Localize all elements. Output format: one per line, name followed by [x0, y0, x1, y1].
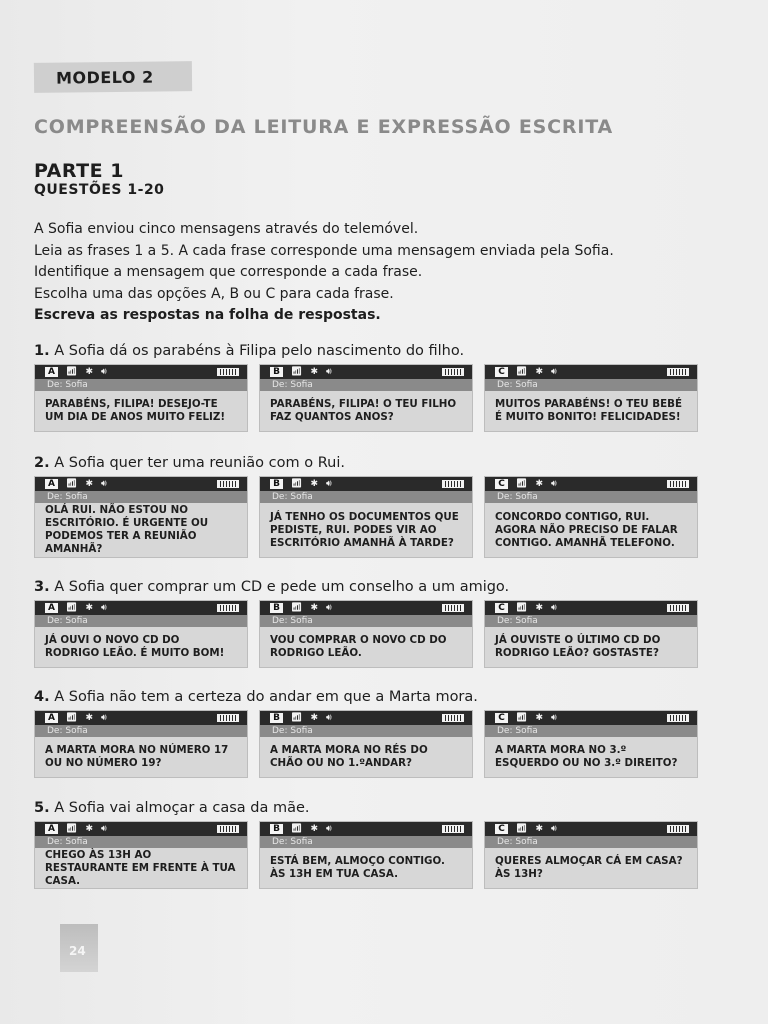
sender-label: De: Sofia	[485, 379, 697, 391]
option-letter: A	[45, 713, 58, 723]
battery-icon	[667, 714, 689, 722]
signal-icon: 📶︎	[66, 713, 78, 723]
option-letter: A	[45, 367, 58, 377]
sender-label: De: Sofia	[260, 836, 472, 848]
speaker-icon: 🔊︎	[550, 713, 557, 723]
instruction-line-bold: Escreva as respostas na folha de respostas.	[34, 307, 381, 323]
part-title: PARTE 1	[34, 160, 124, 182]
bluetooth-icon: ✱	[310, 713, 318, 723]
speaker-icon: 🔊︎	[550, 824, 557, 834]
instruction-line: Escolha uma das opções A, B ou C para cada frase.	[34, 285, 394, 302]
sender-label: De: Sofia	[35, 836, 247, 848]
message-text: CHEGO ÀS 13H AO RESTAURANTE EM FRENTE À TUA CASA.	[45, 848, 236, 887]
sender-label: De: Sofia	[260, 379, 472, 391]
signal-icon: 📶︎	[66, 367, 78, 377]
message-options	[34, 710, 714, 778]
sender-label: De: Sofia	[485, 491, 697, 503]
bluetooth-icon: ✱	[535, 713, 543, 723]
sender-label: De: Sofia	[485, 615, 697, 627]
signal-icon: 📶︎	[516, 824, 528, 834]
phone-status-bar	[260, 601, 472, 615]
sender-label: De: Sofia	[260, 491, 472, 503]
phone-message-option-c	[484, 364, 698, 432]
bluetooth-icon: ✱	[535, 479, 543, 489]
option-letter: A	[45, 479, 58, 489]
phone-message-option-a	[34, 710, 248, 778]
battery-icon	[442, 480, 464, 488]
question-3	[34, 576, 714, 668]
message-options	[34, 600, 714, 668]
sender-label: De: Sofia	[485, 725, 697, 737]
bluetooth-icon: ✱	[535, 824, 543, 834]
signal-icon: 📶︎	[66, 603, 78, 613]
option-letter: C	[495, 824, 508, 834]
phone-status-bar	[260, 822, 472, 836]
question-number: 2.	[34, 455, 50, 471]
question-text	[34, 686, 714, 710]
phone-message-option-c	[484, 600, 698, 668]
question-statement: A Sofia quer comprar um CD e pede um conselho a um amigo.	[54, 579, 510, 595]
speaker-icon: 🔊︎	[100, 603, 107, 613]
phone-status-bar	[35, 601, 247, 615]
signal-icon: 📶︎	[66, 479, 78, 489]
instruction-line: Leia as frases 1 a 5. A cada frase corresponde uma mensagem enviada pela Sofia.	[34, 242, 614, 259]
phone-message-option-b	[259, 476, 473, 558]
question-4	[34, 686, 714, 778]
speaker-icon: 🔊︎	[100, 367, 107, 377]
phone-status-bar	[35, 822, 247, 836]
bluetooth-icon: ✱	[85, 603, 93, 613]
question-statement: A Sofia quer ter uma reunião com o Rui.	[54, 455, 345, 471]
phone-message-option-b	[259, 600, 473, 668]
battery-icon	[442, 714, 464, 722]
phone-message-option-b	[259, 821, 473, 889]
section-title: COMPREENSÃO DA LEITURA E EXPRESSÃO ESCRITA	[34, 116, 613, 138]
option-letter: C	[495, 603, 508, 613]
question-number: 5.	[34, 800, 50, 816]
message-text: PARABÉNS, FILIPA! O TEU FILHO FAZ QUANTOS ANOS?	[270, 398, 457, 423]
question-text	[34, 797, 714, 821]
option-letter: B	[270, 713, 283, 723]
bluetooth-icon: ✱	[535, 367, 543, 377]
question-number: 3.	[34, 579, 50, 595]
option-letter: C	[495, 713, 508, 723]
bluetooth-icon: ✱	[310, 479, 318, 489]
sender-label: De: Sofia	[35, 491, 247, 503]
message-options	[34, 821, 714, 889]
phone-status-bar	[35, 477, 247, 491]
message-text: OLÁ RUI. NÃO ESTOU NO ESCRITÓRIO. É URGENTE OU PODEMOS TER A REUNIÃO AMANHÃ?	[45, 504, 209, 555]
battery-icon	[217, 604, 239, 612]
message-text: A MARTA MORA NO RÉS DO CHÃO OU NO 1.ºANDAR?	[270, 744, 428, 769]
phone-message-option-c	[484, 476, 698, 558]
phone-message-option-a	[34, 600, 248, 668]
battery-icon	[442, 825, 464, 833]
message-text: JÁ OUVISTE O ÚLTIMO CD DO RODRIGO LEÃO? GOSTASTE?	[495, 634, 661, 659]
battery-icon	[217, 368, 239, 376]
speaker-icon: 🔊︎	[325, 713, 332, 723]
message-text: JÁ OUVI O NOVO CD DO RODRIGO LEÃO. É MUITO BOM!	[45, 634, 225, 659]
question-5	[34, 797, 714, 889]
battery-icon	[667, 825, 689, 833]
phone-status-bar	[485, 601, 697, 615]
speaker-icon: 🔊︎	[100, 824, 107, 834]
message-options	[34, 364, 714, 432]
question-number: 1.	[34, 343, 50, 359]
signal-icon: 📶︎	[516, 479, 528, 489]
signal-icon: 📶︎	[291, 479, 303, 489]
message-text: QUERES ALMOÇAR CÁ EM CASA? ÀS 13H?	[495, 855, 683, 880]
phone-status-bar	[35, 365, 247, 379]
sender-label: De: Sofia	[35, 615, 247, 627]
page-number: 24	[60, 924, 98, 972]
signal-icon: 📶︎	[516, 713, 528, 723]
speaker-icon: 🔊︎	[325, 367, 332, 377]
speaker-icon: 🔊︎	[550, 479, 557, 489]
question-text	[34, 452, 714, 476]
option-letter: C	[495, 367, 508, 377]
phone-status-bar	[260, 711, 472, 725]
battery-icon	[667, 604, 689, 612]
phone-message-option-a	[34, 821, 248, 889]
option-letter: B	[270, 824, 283, 834]
message-text: A MARTA MORA NO 3.º ESQUERDO OU NO 3.º DIREITO?	[495, 744, 678, 769]
signal-icon: 📶︎	[66, 824, 78, 834]
bluetooth-icon: ✱	[85, 824, 93, 834]
question-statement: A Sofia não tem a certeza do andar em que a Marta mora.	[54, 689, 478, 705]
phone-message-option-c	[484, 821, 698, 889]
phone-status-bar	[485, 365, 697, 379]
question-statement: A Sofia dá os parabéns à Filipa pelo nascimento do filho.	[54, 343, 465, 359]
battery-icon	[217, 480, 239, 488]
sender-label: De: Sofia	[260, 615, 472, 627]
question-2	[34, 452, 714, 558]
message-text: JÁ TENHO OS DOCUMENTOS QUE PEDISTE, RUI. PODES VIR AO ESCRITÓRIO AMANHÃ À TARDE?	[270, 510, 459, 549]
phone-status-bar	[485, 711, 697, 725]
bluetooth-icon: ✱	[535, 603, 543, 613]
speaker-icon: 🔊︎	[100, 713, 107, 723]
instruction-line: A Sofia enviou cinco mensagens através do telemóvel.	[34, 221, 419, 237]
phone-status-bar	[485, 477, 697, 491]
bluetooth-icon: ✱	[310, 603, 318, 613]
speaker-icon: 🔊︎	[550, 603, 557, 613]
phone-status-bar	[35, 711, 247, 725]
question-statement: A Sofia vai almoçar a casa da mãe.	[54, 800, 310, 816]
signal-icon: 📶︎	[291, 603, 303, 613]
option-letter: B	[270, 367, 283, 377]
message-text: CONCORDO CONTIGO, RUI. AGORA NÃO PRECISO DE FALAR CONTIGO. AMANHÃ TELEFONO.	[495, 510, 678, 549]
instructions	[34, 219, 714, 327]
phone-message-option-b	[259, 364, 473, 432]
phone-status-bar	[485, 822, 697, 836]
question-text	[34, 340, 714, 364]
speaker-icon: 🔊︎	[100, 479, 107, 489]
battery-icon	[442, 368, 464, 376]
option-letter: B	[270, 603, 283, 613]
signal-icon: 📶︎	[291, 713, 303, 723]
battery-icon	[217, 825, 239, 833]
phone-status-bar	[260, 365, 472, 379]
phone-message-option-a	[34, 364, 248, 432]
speaker-icon: 🔊︎	[325, 603, 332, 613]
signal-icon: 📶︎	[516, 603, 528, 613]
speaker-icon: 🔊︎	[550, 367, 557, 377]
speaker-icon: 🔊︎	[325, 479, 332, 489]
bluetooth-icon: ✱	[85, 367, 93, 377]
phone-message-option-b	[259, 710, 473, 778]
signal-icon: 📶︎	[291, 367, 303, 377]
model-tag: MODELO 2	[34, 61, 192, 93]
message-text: PARABÉNS, FILIPA! DESEJO-TE UM DIA DE ANOS MUITO FELIZ!	[45, 398, 226, 423]
instruction-line: Identifique a mensagem que corresponde a cada frase.	[34, 264, 423, 280]
option-letter: B	[270, 479, 283, 489]
question-number: 4.	[34, 689, 50, 705]
sender-label: De: Sofia	[260, 725, 472, 737]
battery-icon	[667, 480, 689, 488]
bluetooth-icon: ✱	[85, 479, 93, 489]
sender-label: De: Sofia	[35, 725, 247, 737]
bluetooth-icon: ✱	[310, 824, 318, 834]
battery-icon	[667, 368, 689, 376]
sender-label: De: Sofia	[485, 836, 697, 848]
message-text: MUITOS PARABÉNS! O TEU BEBÉ É MUITO BONITO! FELICIDADES!	[495, 398, 682, 423]
questions-range: QUESTÕES 1-20	[34, 182, 165, 198]
phone-message-option-c	[484, 710, 698, 778]
battery-icon	[217, 714, 239, 722]
question-1	[34, 340, 714, 432]
phone-message-option-a	[34, 476, 248, 558]
message-text: VOU COMPRAR O NOVO CD DO RODRIGO LEÃO.	[270, 634, 447, 659]
sender-label: De: Sofia	[35, 379, 247, 391]
question-text	[34, 576, 714, 600]
message-text: ESTÁ BEM, ALMOÇO CONTIGO. ÀS 13H EM TUA CASA.	[270, 855, 445, 880]
option-letter: C	[495, 479, 508, 489]
signal-icon: 📶︎	[291, 824, 303, 834]
bluetooth-icon: ✱	[310, 367, 318, 377]
message-options	[34, 476, 714, 558]
battery-icon	[442, 604, 464, 612]
signal-icon: 📶︎	[516, 367, 528, 377]
speaker-icon: 🔊︎	[325, 824, 332, 834]
phone-status-bar	[260, 477, 472, 491]
message-text: A MARTA MORA NO NÚMERO 17 OU NO NÚMERO 19?	[45, 744, 229, 769]
option-letter: A	[45, 824, 58, 834]
option-letter: A	[45, 603, 58, 613]
bluetooth-icon: ✱	[85, 713, 93, 723]
